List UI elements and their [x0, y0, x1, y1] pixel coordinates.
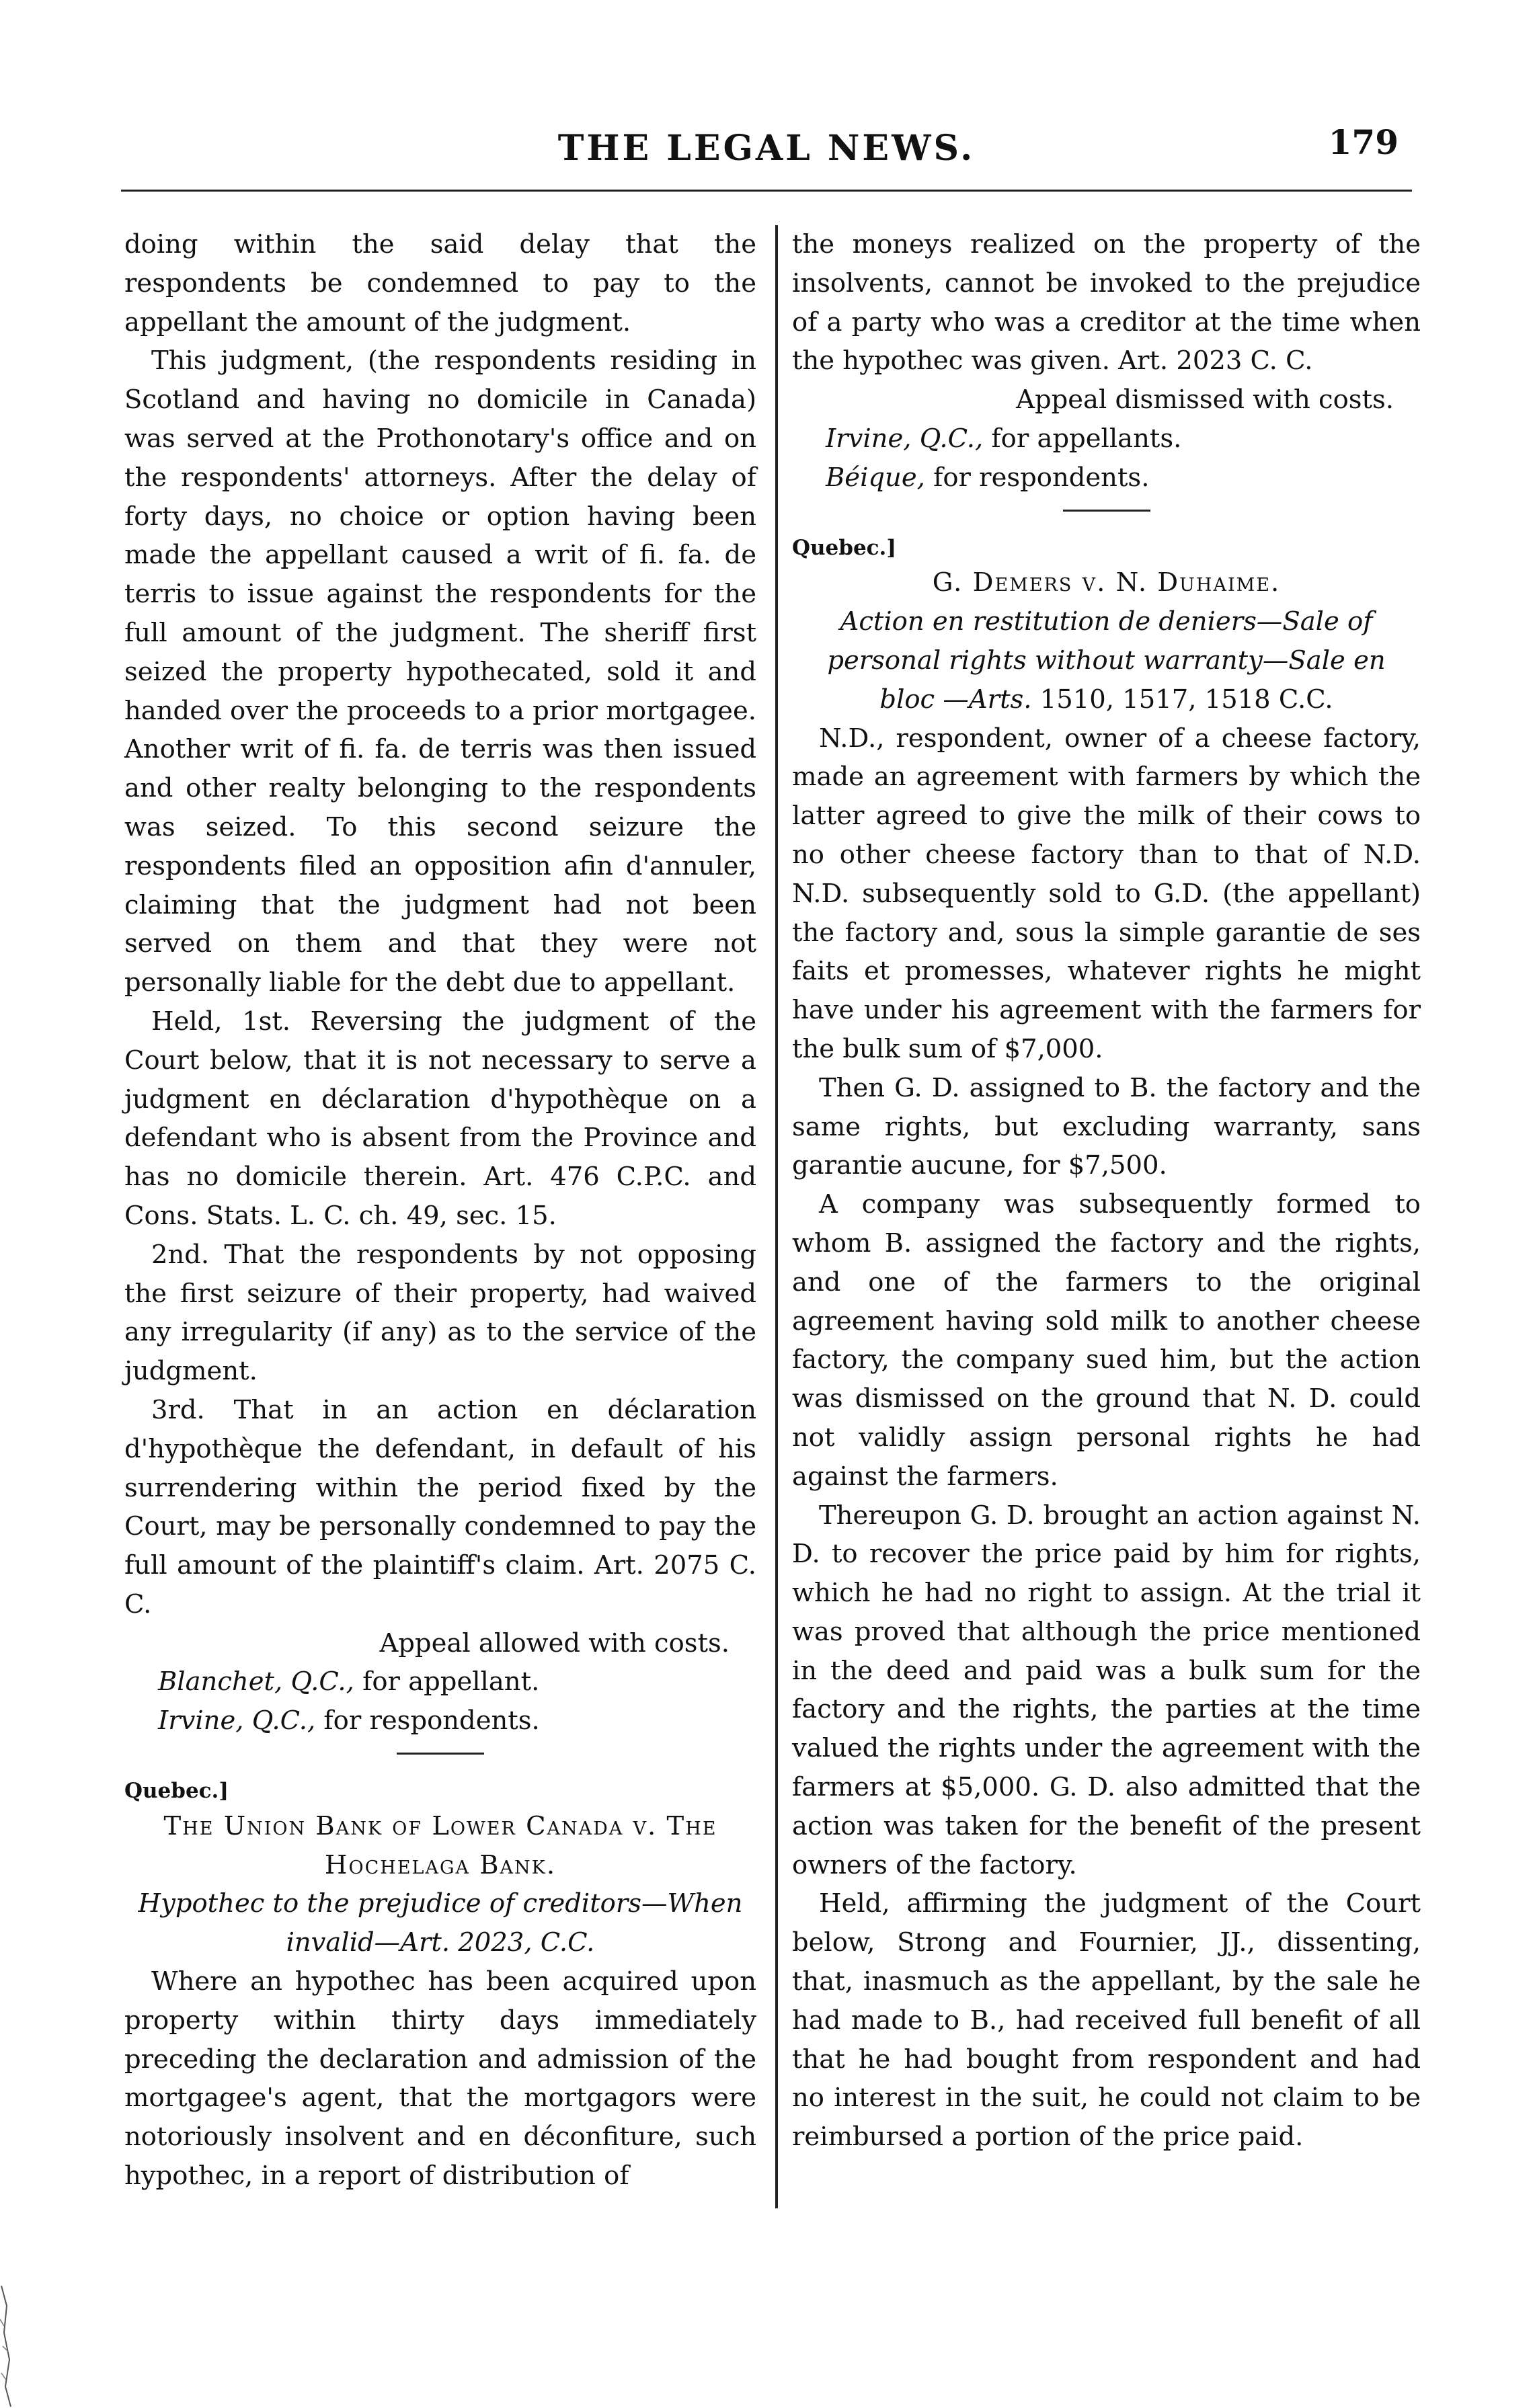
counsel-role: for respondents. [924, 462, 1150, 493]
disposition: Appeal dismissed with costs. [1016, 385, 1394, 415]
headnote: Hypothec to the prejudice of creditors—When invalid—Art. 2023, C.C. [138, 1888, 743, 1958]
counsel-name: Irvine, Q.C., [158, 1705, 316, 1736]
paragraph: This judgment, (the respondents residing in Scotland and having no domicile in Canada) was served at the Prothonotary's office and on the respondents' attorneys. After the delay of forty days, no choice or option having been made the appellant caused a writ of fi. fa. de terris to issue against the respondents for the full amount of the judgment. The sheriff first seized the property hypothecated, sold it and handed over the proceeds to a prior mortgagee. Another writ of fi. fa. de terris was then issued and other realty belonging to the respondents was seized. To this second seizure the respondents filed an opposition afin d'annuler, claiming that the judgment had not been served on them and that they were not personally liable for the debt due to appellant. [124, 346, 756, 998]
jurisdiction-label: Quebec.] [124, 1779, 229, 1804]
section-rule [397, 1753, 484, 1755]
right-column [792, 225, 1421, 2157]
header-rule [121, 190, 1412, 192]
case-title: G. Demers v. N. Duhaime. [932, 567, 1281, 598]
counsel-line [792, 458, 1421, 497]
paragraph: N.D., respondent, owner of a cheese factory, made an agreement with farmers by which the latter agreed to give the milk of their cows to no other cheese factory than to that of N.D. N.D. subsequently sold to G.D. (the appellant) the factory and, sous la simple garantie de ses faits et promesses, whatever rights he might have under his agreement with the farmers for the bulk sum of $7,000. [792, 723, 1421, 1064]
headnote [792, 602, 1421, 719]
disposition: Appeal allowed with costs. [379, 1628, 730, 1658]
page-header [121, 122, 1412, 182]
paragraph: Where an hypothec has been acquired upon property within thirty days immediately preceding the declaration and admission of the mortgagee's agent, that the mortgagors were notoriously insolvent and en déconfiture, such hypothec, in a report of distribution of [124, 1966, 756, 2192]
held-second: 2nd. That the respondents by not opposing the first seizure of their property, had waived any irregularity (if any) as to the service of the judgment. [124, 1239, 756, 1387]
paragraph: Then G. D. assigned to B. the factory and the same rights, but excluding warranty, sans garantie aucune, for $7,500. [792, 1072, 1421, 1181]
section-rule [1063, 510, 1150, 512]
held-first: Held, 1st. Reversing the judgment of the Court below, that it is not necessary to serve a judgment en déclaration d'hypothèque on a defendant who is absent from the Province and has no domicile therein. Art. 476 C.P.C. and Cons. Stats. L. C. ch. 49, sec. 15. [124, 1006, 756, 1231]
counsel-role: for appellants. [983, 423, 1182, 454]
paragraph: the moneys realized on the property of the insolvents, cannot be invoked to the prejudice of a party who was a creditor at the time when the hypothec was given. Art. 2023 C. C. [792, 229, 1421, 376]
page-number: 179 [1328, 122, 1399, 162]
column-divider [775, 225, 778, 2208]
headnote-italic: Action en restitution de deniers—Sale of personal rights without warranty—Sale en bloc —Arts. [827, 606, 1386, 715]
counsel-line [124, 1701, 756, 1740]
counsel-line [124, 1662, 756, 1701]
counsel-role: for appellant. [354, 1667, 540, 1697]
case-title: The Union Bank of Lower Canada v. The Hochelaga Bank. [163, 1810, 717, 1880]
paragraph: doing within the said delay that the respondents be condemned to pay to the appellant the amount of the judgment. [124, 229, 756, 337]
headnote-articles: 1510, 1517, 1518 C.C. [1031, 684, 1333, 715]
counsel-name: Blanchet, Q.C., [158, 1667, 354, 1697]
counsel-name: Irvine, Q.C., [826, 423, 984, 454]
jurisdiction-label: Quebec.] [792, 535, 896, 560]
held-paragraph: Held, affirming the judgment of the Court below, Strong and Fournier, JJ., dissenting, that, inasmuch as the appellant, by the sale he had made to B., had received full benefit of all that he had bought from respondent and had no interest in the suit, he could not claim to be reimbursed a portion of the price paid. [792, 1888, 1421, 2153]
counsel-name: Béique, [826, 462, 925, 493]
running-title: THE LEGAL NEWS. [557, 128, 976, 169]
paragraph: A company was subsequently formed to whom B. assigned the factory and the rights, and one of the farmers to the original agreement having sold milk to another cheese factory, the company sued him, but the action was dismissed on the ground that N. D. could not validly assign personal rights he had against the farmers. [792, 1189, 1421, 1492]
scan-edge-mark [0, 2279, 40, 2408]
paragraph: Thereupon G. D. brought an action against N. D. to recover the price paid by him for rights, which he had no right to assign. At the trial it was proved that although the price mentioned in the deed and paid was a bulk sum for the factory and the rights, the parties at the time valued the rights under the agreement with the farmers at $5,000. G. D. also admitted that the action was taken for the benefit of the present owners of the factory. [792, 1500, 1421, 1880]
counsel-role: for respondents. [315, 1705, 540, 1736]
held-third: 3rd. That in an action en déclaration d'hypothèque the defendant, in default of his surrendering within the period fixed by the Court, may be personally condemned to pay the full amount of the plaintiff's claim. Art. 2075 C. C. [124, 1394, 756, 1619]
counsel-line [792, 419, 1421, 458]
left-column [124, 225, 756, 2196]
